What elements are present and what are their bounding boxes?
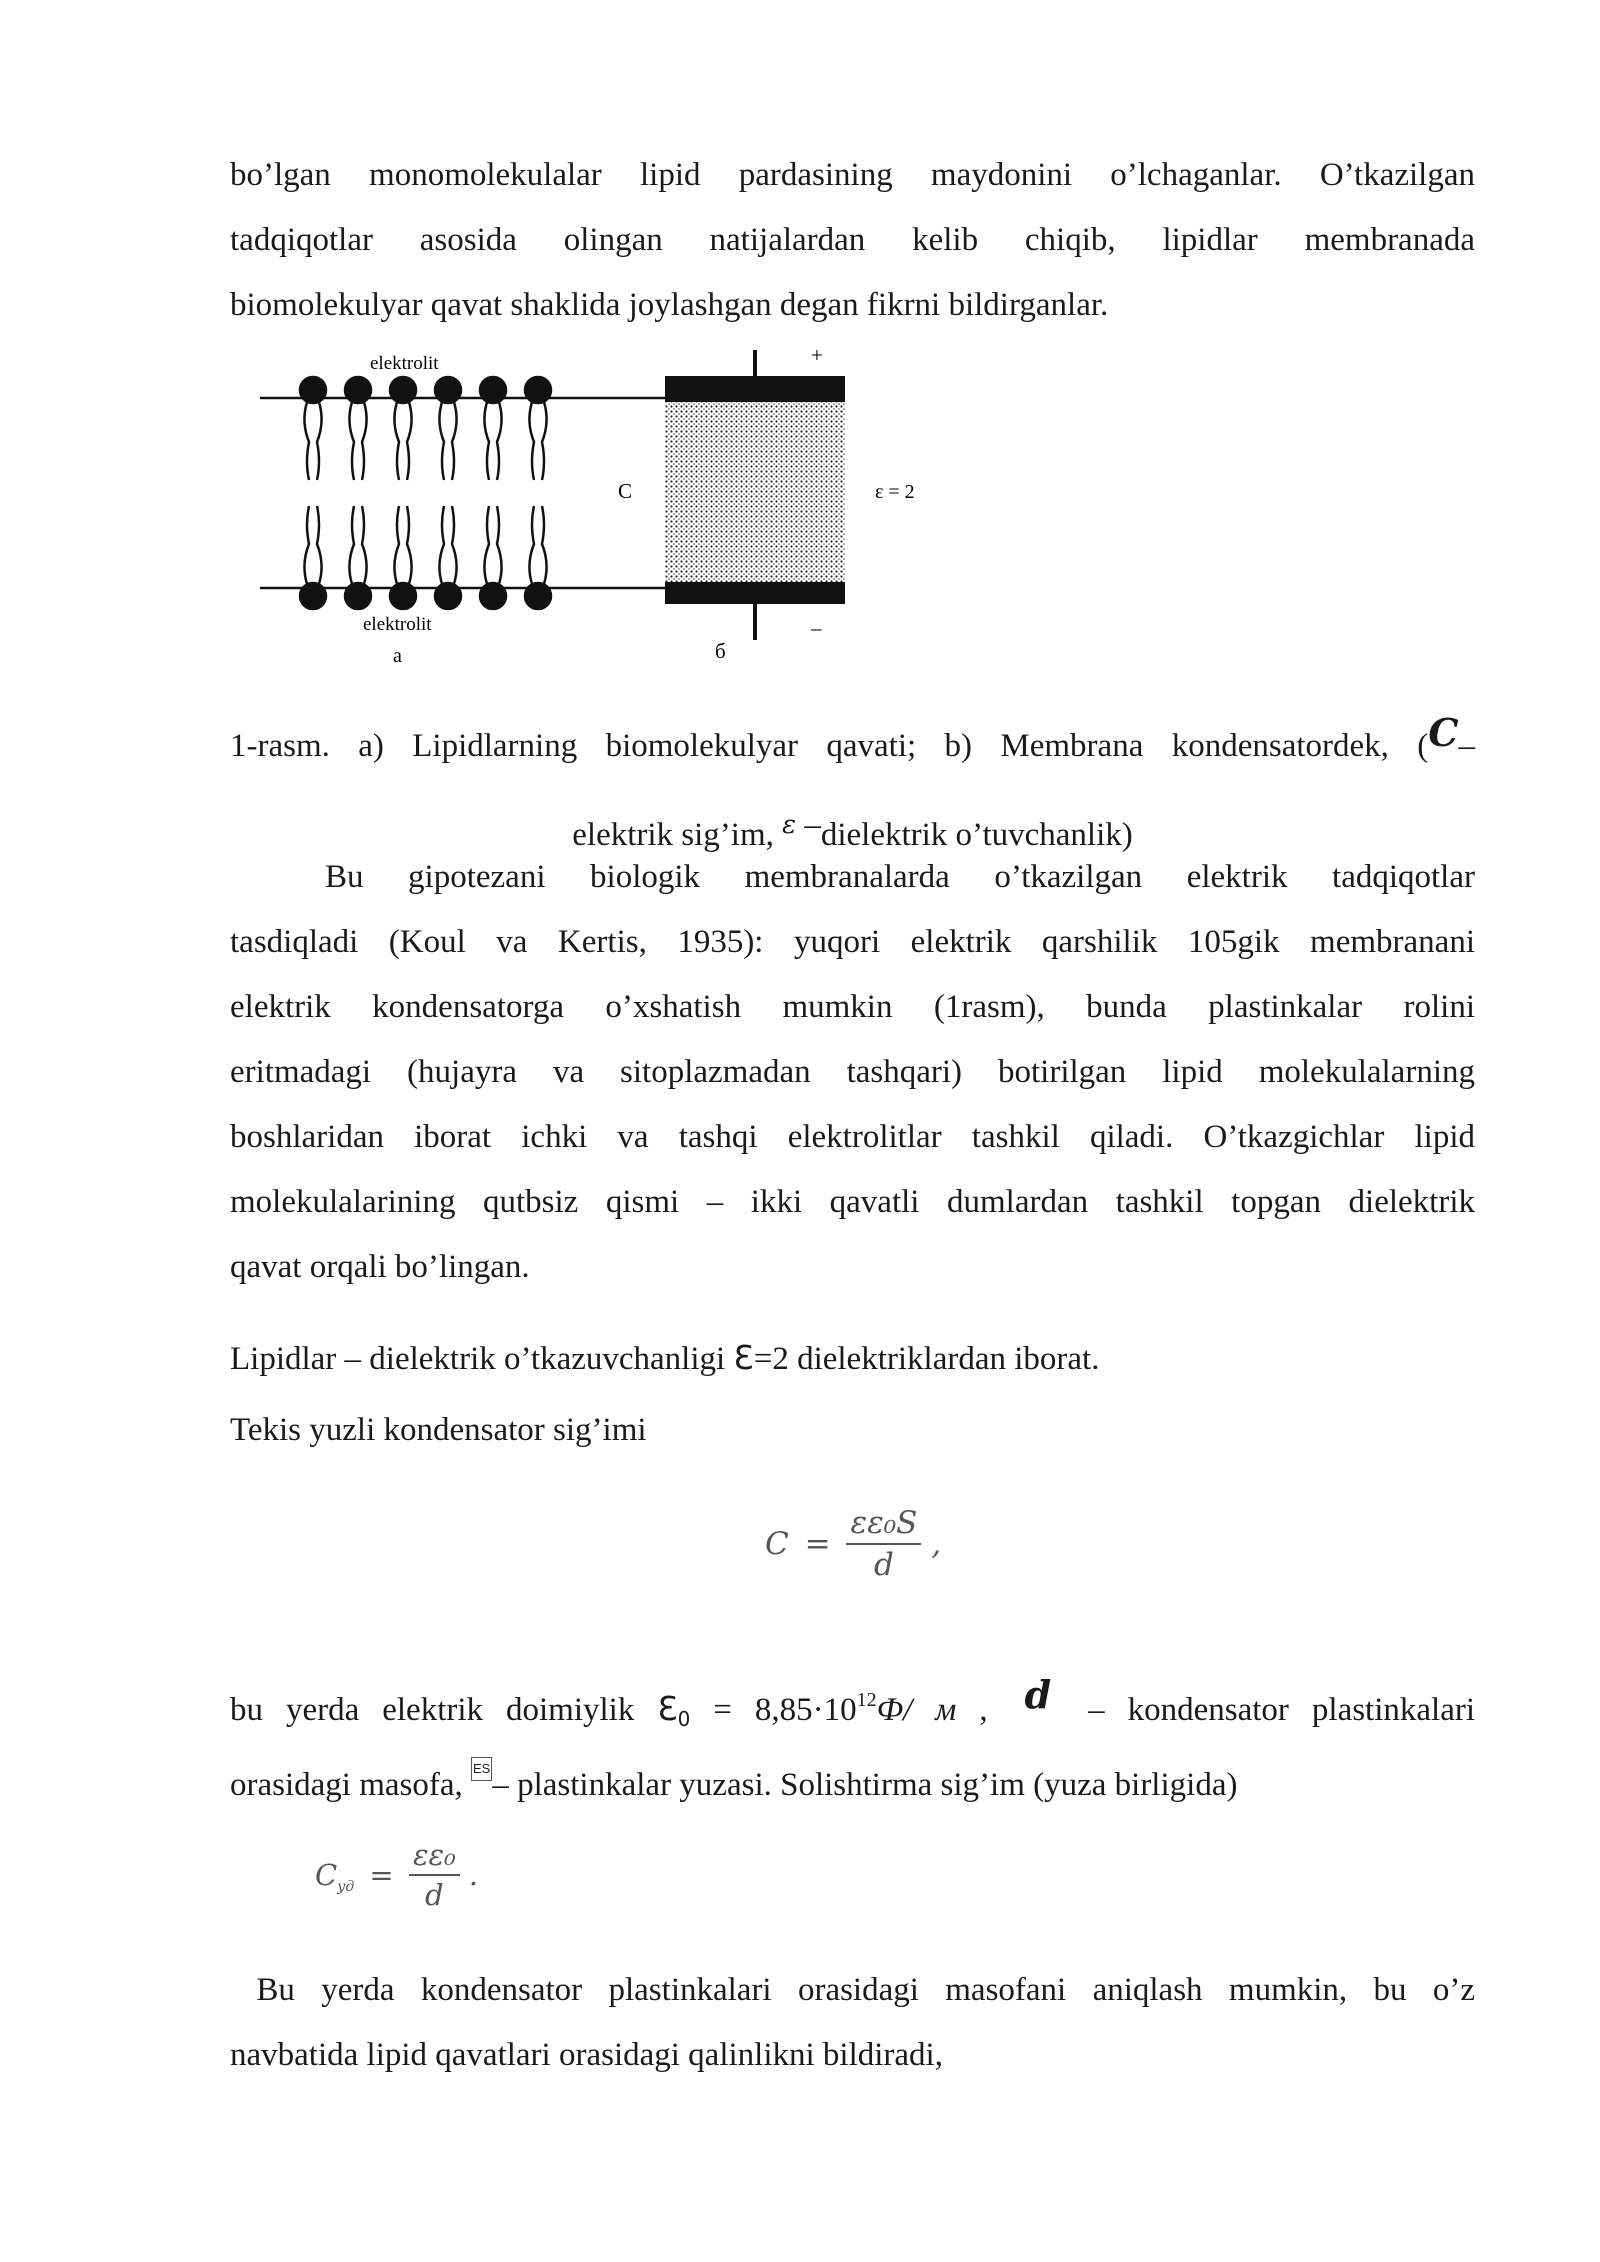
formula2-denominator: d <box>425 1878 444 1912</box>
caption-line2-pre: elektrik sig’im, <box>572 817 783 853</box>
label-electrolyte-top: elektrolit <box>370 353 439 374</box>
epsilon-symbol-icon: ε <box>782 810 797 840</box>
caption-dash: – <box>1458 728 1475 764</box>
capacitance-symbol-icon: C <box>1428 710 1459 755</box>
figure-caption <box>230 700 1475 868</box>
label-a: a <box>393 645 402 667</box>
epsilon-zero-symbol: $Ɛ_0$ <box>657 1689 691 1731</box>
formula-lhs: C <box>765 1526 789 1562</box>
paragraph-line: qavat orqali bo’lingan. <box>230 1249 530 1285</box>
formula-denominator: d <box>873 1547 894 1583</box>
top-lipid-layer <box>300 377 551 480</box>
hypothesis-paragraph <box>230 845 1475 1300</box>
paragraph-line: tasdiqladi (Koul va Kertis, 1935): yuqori elektrik qarshilik 105gik membranani <box>230 924 1475 960</box>
distance-symbol-icon: d <box>1024 1672 1052 1717</box>
formula-fraction <box>846 1505 921 1583</box>
capacitor-heading: Tekis yuzli kondensator sig’imi <box>230 1412 647 1448</box>
formula2-fraction <box>409 1838 460 1912</box>
capacitance-formula <box>765 1505 941 1583</box>
final-paragraph <box>230 1958 1475 2088</box>
formula-trail: , <box>931 1526 942 1562</box>
unit-farad-per-meter: Ф/ м <box>876 1692 957 1728</box>
lipid-dielectric-line: Lipidlar – dielektrik o’tkazuvchanligi Ɛ=2 dielektriklardan iborat. <box>230 1338 1100 1377</box>
paragraph-line: boshlaridan iborat ichki va tashqi elektrolitlar tashkil qiladi. O’tkazgichlar lipid <box>230 1119 1475 1155</box>
formula2-lhs: $C_{уд}$ <box>315 1858 355 1895</box>
caption-text: 1-rasm. a) Lipidlarning biomolekulyar qavati; b) Membrana kondensatordek, ( <box>230 728 1429 764</box>
formula-eq: = <box>804 1526 831 1562</box>
bottom-lipid-layer <box>300 506 551 609</box>
label-minus: – <box>811 616 822 640</box>
final-line: navbatida lipid qavatlari orasidagi qalinlikni bildiradi, <box>230 2037 943 2073</box>
caption-dash2: – <box>796 807 821 843</box>
paragraph-line: elektrik kondensatorga o’xshatish mumkin (1rasm), bunda plastinkalar rolini <box>230 989 1475 1025</box>
intro-paragraph <box>230 143 1475 338</box>
formula-numerator: εε₀S <box>846 1505 921 1545</box>
intro-line: bo’lgan monomolekulalar lipid pardasining maydonini o’lchaganlar. O’tkazilgan <box>230 157 1475 193</box>
capacitor-dielectric <box>665 402 845 582</box>
area-symbol-icon: ES <box>471 1757 492 1781</box>
label-b: б <box>715 639 726 663</box>
capacitor-top-plate <box>665 376 845 402</box>
formula2-eq: = <box>369 1858 394 1892</box>
label-plus: + <box>811 343 823 367</box>
paragraph-line: Bu gipotezani biologik membranalarda o’tkazilgan elektrik tadqiqotlar <box>325 859 1475 895</box>
capacitor-bottom-plate <box>665 582 845 604</box>
epsilon-symbol-icon: Ɛ <box>733 1338 754 1377</box>
intro-line: tadqiqotlar asosida olingan natijalardan kelib chiqib, lipidlar membranada <box>230 222 1475 258</box>
intro-line: biomolekulyar qavat shaklida joylashgan degan fikrni bildirganlar. <box>230 287 1109 323</box>
lipid-bilayer-capacitor-figure <box>255 340 955 675</box>
paragraph-line: molekulalarining qutbsiz qismi – ikki qavatli dumlardan tashkil topgan dielektrik <box>230 1184 1475 1220</box>
formula2-numerator: εε₀ <box>409 1838 460 1876</box>
formula2-trail: . <box>468 1858 479 1892</box>
label-capacitance: C <box>618 479 633 503</box>
caption-line2-post: dielektrik o’tuvchanlik) <box>820 817 1133 853</box>
constant-line: bu yerda elektrik doimiylik $Ɛ_0 = 8,85\cdot 10^{12}Ф/$ м , d – kondensator plastinkalari <box>230 1665 1475 1740</box>
specific-capacitance-formula <box>315 1838 478 1912</box>
label-electrolyte-bottom: elektrolit <box>363 614 432 635</box>
paragraph-line: eritmadagi (hujayra va sitoplazmadan tashqari) botirilgan lipid molekulalarning <box>230 1054 1475 1090</box>
distance-line: orasidagi masofa, ES– plastinkalar yuzasi. Solishtirma sig’im (yuza birligida) <box>230 1755 1475 1815</box>
label-epsilon: ε = 2 <box>875 481 915 503</box>
final-line: Bu yerda kondensator plastinkalari orasidagi masofani aniqlash mumkin, bu o’z <box>230 1972 1475 2008</box>
